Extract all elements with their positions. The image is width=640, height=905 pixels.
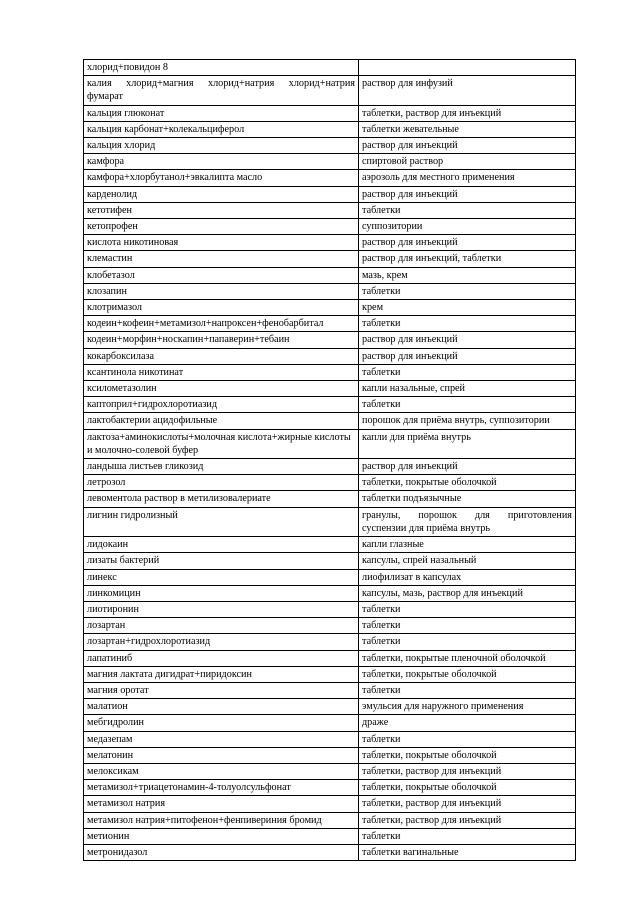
table-row — [84, 267, 576, 283]
table-row — [84, 618, 576, 634]
table-row — [84, 381, 576, 397]
table-row — [84, 634, 576, 650]
dosage-form-cell: капли глазные — [359, 537, 576, 553]
drug-name-cell: лидокаин — [84, 537, 359, 553]
dosage-form-cell: таблетки, покрытые оболочкой — [359, 666, 576, 682]
dosage-form-cell: таблетки — [359, 618, 576, 634]
dosage-form-cell: таблетки — [359, 682, 576, 698]
table-row — [84, 507, 576, 536]
table-row — [84, 251, 576, 267]
drug-name-cell: лозартан+гидрохлоротиазид — [84, 634, 359, 650]
table-row — [84, 796, 576, 812]
drug-name-cell: левоментола раствор в метилизовалериате — [84, 491, 359, 507]
drug-name-cell: летрозол — [84, 475, 359, 491]
table-row — [84, 316, 576, 332]
drug-name-cell: медазепам — [84, 731, 359, 747]
drug-name-cell: линекс — [84, 569, 359, 585]
dosage-form-cell: раствор для инфузий — [359, 76, 576, 105]
drug-name-cell: лизаты бактерий — [84, 553, 359, 569]
dosage-form-cell: порошок для приёма внутрь, суппозитории — [359, 413, 576, 429]
table-row — [84, 812, 576, 828]
table-row — [84, 138, 576, 154]
table-row — [84, 699, 576, 715]
drug-forms-table — [83, 59, 576, 861]
drug-name-cell: кодеин+морфин+носкапин+папаверин+тебаин — [84, 332, 359, 348]
table-row — [84, 413, 576, 429]
dosage-form-cell: гранулы, порошок для приготовления суспензии для приёма внутрь — [359, 507, 576, 536]
dosage-form-cell: таблетки — [359, 364, 576, 380]
drug-name-cell: метамизол натрия+питофенон+фенпивериния бромид — [84, 812, 359, 828]
table-row — [84, 715, 576, 731]
dosage-form-cell: таблетки, раствор для инъекций — [359, 105, 576, 121]
dosage-form-cell: таблетки, раствор для инъекций — [359, 812, 576, 828]
table-row — [84, 537, 576, 553]
table-row — [84, 348, 576, 364]
dosage-form-cell: капли назальные, спрей — [359, 381, 576, 397]
dosage-form-cell: спиртовой раствор — [359, 154, 576, 170]
table-row — [84, 666, 576, 682]
drug-name-cell: клотримазол — [84, 300, 359, 316]
drug-name-cell: метронидазол — [84, 844, 359, 860]
table-row — [84, 429, 576, 458]
dosage-form-cell: таблетки — [359, 397, 576, 413]
dosage-form-cell: таблетки — [359, 828, 576, 844]
table-row — [84, 763, 576, 779]
table-body — [84, 60, 576, 861]
drug-name-cell: кетопрофен — [84, 219, 359, 235]
drug-name-cell: лапатиниб — [84, 650, 359, 666]
dosage-form-cell: капсулы, мазь, раствор для инъекций — [359, 585, 576, 601]
dosage-form-cell: таблетки жевательные — [359, 121, 576, 137]
dosage-form-cell: драже — [359, 715, 576, 731]
table-row — [84, 780, 576, 796]
dosage-form-cell: раствор для инъекций — [359, 332, 576, 348]
table-row — [84, 202, 576, 218]
drug-name-cell: хлорид+повидон 8 — [84, 60, 359, 76]
dosage-form-cell: эмульсия для наружного применения — [359, 699, 576, 715]
table-row — [84, 650, 576, 666]
drug-name-cell: ксантинола никотинат — [84, 364, 359, 380]
dosage-form-cell: лиофилизат в капсулах — [359, 569, 576, 585]
drug-name-cell: кетотифен — [84, 202, 359, 218]
drug-name-cell: малатион — [84, 699, 359, 715]
drug-name-cell: лигнин гидролизный — [84, 507, 359, 536]
drug-name-cell: кальция глюконат — [84, 105, 359, 121]
table-row — [84, 491, 576, 507]
table-row — [84, 397, 576, 413]
dosage-form-cell: раствор для инъекций — [359, 459, 576, 475]
dosage-form-cell: таблетки, покрытые оболочкой — [359, 747, 576, 763]
table-row — [84, 747, 576, 763]
drug-name-cell: лиотиронин — [84, 601, 359, 617]
dosage-form-cell: таблетки, покрытые оболочкой — [359, 475, 576, 491]
dosage-form-cell: таблетки — [359, 601, 576, 617]
table-row — [84, 459, 576, 475]
dosage-form-cell: таблетки, раствор для инъекций — [359, 796, 576, 812]
dosage-form-cell: таблетки вагинальные — [359, 844, 576, 860]
table-row — [84, 682, 576, 698]
dosage-form-cell: раствор для инъекций — [359, 348, 576, 364]
drug-name-cell: кодеин+кофеин+метамизол+напроксен+фенобарбитал — [84, 316, 359, 332]
table-row — [84, 105, 576, 121]
table-row — [84, 170, 576, 186]
dosage-form-cell: таблетки — [359, 202, 576, 218]
drug-name-cell: кислота никотиновая — [84, 235, 359, 251]
table-row — [84, 828, 576, 844]
drug-name-cell: магния оротат — [84, 682, 359, 698]
table-row — [84, 235, 576, 251]
drug-name-cell: мелатонин — [84, 747, 359, 763]
table-row — [84, 219, 576, 235]
dosage-form-cell: раствор для инъекций — [359, 186, 576, 202]
table-row — [84, 186, 576, 202]
table-row — [84, 300, 576, 316]
table-row — [84, 731, 576, 747]
drug-name-cell: линкомицин — [84, 585, 359, 601]
drug-name-cell: лозартан — [84, 618, 359, 634]
dosage-form-cell: капли для приёма внутрь — [359, 429, 576, 458]
dosage-form-cell: таблетки, раствор для инъекций — [359, 763, 576, 779]
drug-name-cell: ландыша листьев гликозид — [84, 459, 359, 475]
table-row — [84, 332, 576, 348]
drug-name-cell: метамизол натрия — [84, 796, 359, 812]
dosage-form-cell: таблетки — [359, 731, 576, 747]
drug-name-cell: лактоза+аминокислоты+молочная кислота+жирные кислоты и молочно-солевой буфер — [84, 429, 359, 458]
table-row — [84, 76, 576, 105]
dosage-form-cell: раствор для инъекций — [359, 235, 576, 251]
drug-name-cell: метионин — [84, 828, 359, 844]
drug-name-cell: мебгидролин — [84, 715, 359, 731]
drug-name-cell: камфора+хлорбутанол+эвкалипта масло — [84, 170, 359, 186]
table-row — [84, 585, 576, 601]
table-row — [84, 569, 576, 585]
dosage-form-cell: таблетки подъязычные — [359, 491, 576, 507]
drug-name-cell: метамизол+триацетонамин-4-толуолсульфонат — [84, 780, 359, 796]
dosage-form-cell: таблетки, покрытые пленочной оболочкой — [359, 650, 576, 666]
table-row — [84, 154, 576, 170]
drug-name-cell: ксилометазолин — [84, 381, 359, 397]
drug-name-cell: клозапин — [84, 283, 359, 299]
drug-name-cell: лактобактерии ацидофильные — [84, 413, 359, 429]
dosage-form-cell: таблетки, покрытые оболочкой — [359, 780, 576, 796]
table-row — [84, 475, 576, 491]
table-row — [84, 553, 576, 569]
table-row — [84, 364, 576, 380]
dosage-form-cell — [359, 60, 576, 76]
table-row — [84, 60, 576, 76]
drug-name-cell: клобетазол — [84, 267, 359, 283]
table-row — [84, 844, 576, 860]
table-row — [84, 121, 576, 137]
dosage-form-cell: таблетки — [359, 634, 576, 650]
dosage-form-cell: капсулы, спрей назальный — [359, 553, 576, 569]
dosage-form-cell: раствор для инъекций, таблетки — [359, 251, 576, 267]
drug-name-cell: камфора — [84, 154, 359, 170]
dosage-form-cell: крем — [359, 300, 576, 316]
table-row — [84, 283, 576, 299]
drug-name-cell: кальция карбонат+колекальциферол — [84, 121, 359, 137]
drug-name-cell: магния лактата дигидрат+пиридоксин — [84, 666, 359, 682]
dosage-form-cell: мазь, крем — [359, 267, 576, 283]
drug-name-cell: мелоксикам — [84, 763, 359, 779]
dosage-form-cell: таблетки — [359, 283, 576, 299]
table-row — [84, 601, 576, 617]
drug-name-cell: клемастин — [84, 251, 359, 267]
dosage-form-cell: раствор для инъекций — [359, 138, 576, 154]
dosage-form-cell: суппозитории — [359, 219, 576, 235]
drug-name-cell: кальция хлорид — [84, 138, 359, 154]
dosage-form-cell: таблетки — [359, 316, 576, 332]
drug-name-cell: калия хлорид+магния хлорид+натрия хлорид+натрия фумарат — [84, 76, 359, 105]
drug-name-cell: кокарбоксилаза — [84, 348, 359, 364]
drug-name-cell: карденолид — [84, 186, 359, 202]
dosage-form-cell: аэрозоль для местного применения — [359, 170, 576, 186]
drug-name-cell: каптоприл+гидрохлоротиазид — [84, 397, 359, 413]
